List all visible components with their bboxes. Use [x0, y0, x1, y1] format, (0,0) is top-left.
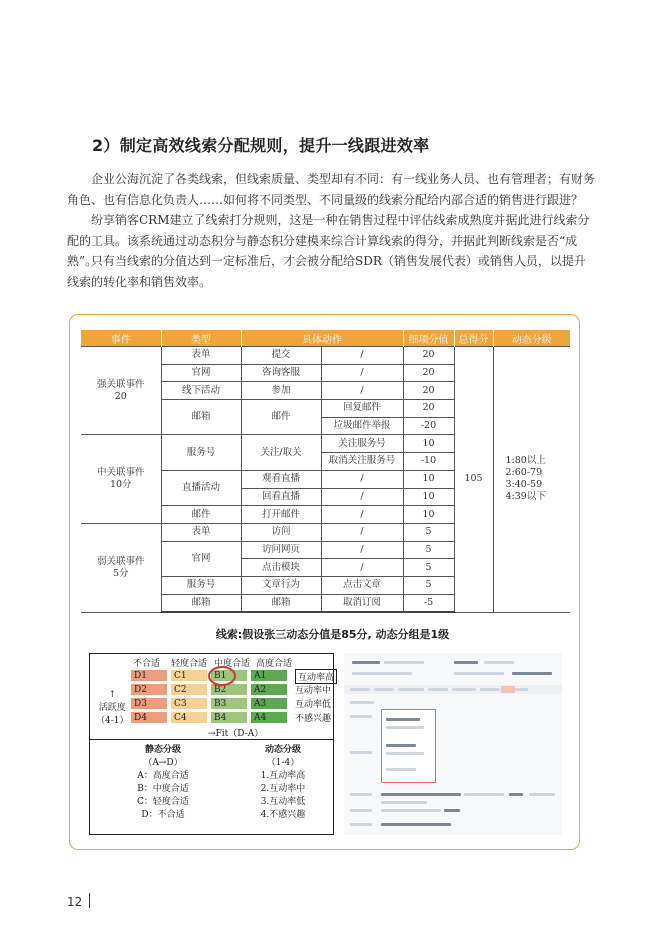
- static-grade-item: A：高度合适: [137, 771, 189, 781]
- matrix-cell: A2: [250, 683, 288, 696]
- dynamic-grade-legend: [238, 744, 328, 822]
- static-grade-sub: （A→D）: [143, 758, 183, 768]
- matrix-cell: B2: [210, 683, 248, 696]
- value-cell: 10: [403, 470, 454, 488]
- type-cell: 表单: [161, 347, 241, 365]
- value-cell: 20: [403, 382, 454, 400]
- dynamic-grade-item: 2.互动率中: [260, 784, 306, 794]
- figure-caption: 线索:假设张三动态分值是85分, 动态分组是1级: [215, 628, 450, 641]
- dynamic-grade-item: 1.互动率高: [260, 771, 306, 781]
- matrix-x-label: →Fit（D-A）: [208, 729, 264, 739]
- table-header-row: [81, 330, 570, 347]
- matrix-cell: B1: [210, 669, 248, 682]
- type-cell: 官网: [161, 364, 241, 382]
- event-name: 弱关联事件: [96, 555, 145, 567]
- action-cell: 提交: [241, 347, 321, 365]
- up-arrow-icon: ↑: [108, 690, 117, 700]
- matrix-cell: D3: [130, 697, 168, 710]
- detail-cell: 取消关注服务号: [321, 453, 403, 471]
- dynamic-grade-item: 3.互动率低: [260, 797, 306, 807]
- static-grade-item: B：中度合适: [137, 784, 189, 794]
- type-cell: 邮件: [161, 506, 241, 524]
- highlight-box: [381, 709, 436, 783]
- action-cell: 邮件: [241, 400, 321, 435]
- header-cell: 类型: [161, 330, 241, 347]
- matrix-col-header: 不合适: [133, 659, 161, 669]
- detail-cell: 关注服务号: [321, 435, 403, 453]
- tier-item: 2:60-79: [505, 467, 543, 479]
- action-cell: 访问: [241, 523, 321, 541]
- static-grade-item: C：轻度合适: [137, 797, 189, 807]
- value-cell: 5: [403, 541, 454, 559]
- matrix-cell: D4: [130, 711, 168, 724]
- value-cell: 5: [403, 559, 454, 577]
- header-cell: 总得分: [454, 330, 493, 347]
- detail-cell: /: [321, 488, 403, 506]
- paragraph-2: 纷享销客CRM建立了线索打分规则，这是一种在销售过程中评估线索成熟度并据此进行线索分配的工具。该系统通过动态积分与静态积分建模来综合计算线索的得分，并据此判断线索是否“成熟”。: [67, 213, 590, 269]
- page-heading: 2）制定高效线索分配规则，提升一线跟进效率: [92, 136, 430, 155]
- detail-cell: /: [321, 382, 403, 400]
- highlight-ring: [208, 666, 236, 686]
- paragraph-1: 企业公海沉淀了各类线索，但线索质量、类型却有不同：有一线业务人员、也有管理者；有财务角色、也有信息化负责人……如何将不同类型、不同量级的线索分配给内部合适的销售进行跟进？: [67, 172, 596, 207]
- value-cell: 20: [403, 400, 454, 418]
- header-cell: 具体动作: [241, 330, 403, 347]
- value-cell: 20: [403, 364, 454, 382]
- event-group-cell: [81, 347, 161, 435]
- action-cell: 邮箱: [241, 594, 321, 612]
- type-cell: 官网: [161, 541, 241, 576]
- matrix-y-sub: （4-1）: [96, 716, 129, 726]
- page-number: 12: [67, 895, 83, 909]
- detail-cell: /: [321, 559, 403, 577]
- dynamic-grade-title: 动态分级: [264, 745, 301, 755]
- value-cell: -20: [403, 417, 454, 435]
- value-cell: 10: [403, 435, 454, 453]
- dynamic-grade-item: 4.不感兴趣: [260, 810, 306, 820]
- matrix-y-axis: [96, 689, 129, 728]
- lead-score-table: [81, 330, 570, 613]
- value-cell: 5: [403, 523, 454, 541]
- tier-item: 1:80以上: [505, 455, 546, 467]
- action-cell: 参加: [241, 382, 321, 400]
- tier-item: 4:39以下: [505, 491, 546, 503]
- type-cell: 线下活动: [161, 382, 241, 400]
- table-row: [81, 347, 570, 365]
- matrix-col-header: 轻度合适: [171, 659, 208, 669]
- type-cell: 服务号: [161, 435, 241, 470]
- detail-cell: 垃圾邮件举报: [321, 417, 403, 435]
- detail-cell: /: [321, 347, 403, 365]
- matrix-cell: C2: [170, 683, 208, 696]
- matrix-cell: C3: [170, 697, 208, 710]
- value-cell: -10: [403, 453, 454, 471]
- matrix-cell: C1: [170, 669, 208, 682]
- matrix-cell: B4: [210, 711, 248, 724]
- detail-cell: /: [321, 470, 403, 488]
- matrix-row-label: 不感兴趣: [295, 714, 332, 724]
- detail-cell: /: [321, 523, 403, 541]
- type-cell: 表单: [161, 523, 241, 541]
- dynamic-grade-sub: （1-4）: [266, 758, 300, 768]
- static-grade-item: D：不合适: [141, 810, 185, 820]
- header-cell: 细项分值: [403, 330, 454, 347]
- matrix-y-label: 活跃度: [98, 703, 126, 713]
- action-cell: 回看直播: [241, 488, 321, 506]
- type-cell: 邮箱: [161, 400, 241, 435]
- detail-cell: 回复邮件: [321, 400, 403, 418]
- matrix-cell: D1: [130, 669, 168, 682]
- crm-screenshot-image: [344, 653, 562, 835]
- type-cell: 服务号: [161, 576, 241, 594]
- event-score: 10分: [109, 479, 132, 491]
- detail-cell: 取消订阅: [321, 594, 403, 612]
- event-score: 5分: [112, 567, 129, 579]
- value-cell: 10: [403, 506, 454, 524]
- matrix-divider: [90, 739, 333, 740]
- matrix-row-label: 互动率低: [295, 700, 332, 710]
- lead-grade-matrix: [89, 653, 334, 835]
- type-cell: 直播活动: [161, 470, 241, 505]
- static-grade-title: 静态分级: [144, 745, 181, 755]
- matrix-row-label: 互动率高: [295, 669, 337, 684]
- matrix-row-label: 互动率中: [295, 686, 332, 696]
- value-cell: 5: [403, 576, 454, 594]
- matrix-col-header: 中度合适: [214, 659, 251, 669]
- event-name: 中关联事件: [96, 467, 145, 479]
- matrix-cell: C4: [170, 711, 208, 724]
- page-number-divider: [89, 893, 90, 908]
- detail-cell: /: [321, 541, 403, 559]
- header-cell: 动态分级: [493, 330, 570, 347]
- matrix-cell: A3: [250, 697, 288, 710]
- value-cell: 20: [403, 347, 454, 365]
- matrix-col-header: 高度合适: [256, 659, 293, 669]
- action-cell: 点击模块: [241, 559, 321, 577]
- action-cell: 访问网页: [241, 541, 321, 559]
- action-cell: 咨询客服: [241, 364, 321, 382]
- header-cell: 事件: [81, 330, 161, 347]
- matrix-cell: B3: [210, 697, 248, 710]
- action-cell: 关注/取关: [241, 435, 321, 470]
- paragraph-3: 只有当线索的分值达到一定标准后，才会被分配给SDR（销售发展代表）或销售人员，以提升线索的转化率和销售效率。: [67, 254, 586, 289]
- event-group-cell: [81, 435, 161, 523]
- matrix-cell: D2: [130, 683, 168, 696]
- matrix-cell: A4: [250, 711, 288, 724]
- total-score-cell: 105: [454, 347, 493, 613]
- detail-cell: /: [321, 364, 403, 382]
- event-group-cell: [81, 523, 161, 612]
- action-cell: 观看直播: [241, 470, 321, 488]
- tier-item: 3:40-59: [505, 479, 543, 491]
- matrix-cell: A1: [250, 669, 288, 682]
- action-cell: 文章行为: [241, 576, 321, 594]
- type-cell: 邮箱: [161, 594, 241, 612]
- event-score: 20: [114, 390, 127, 402]
- value-cell: -5: [403, 594, 454, 612]
- detail-cell: /: [321, 506, 403, 524]
- event-name: 强关联事件: [96, 378, 145, 390]
- static-grade-legend: [118, 744, 208, 822]
- action-cell: 打开邮件: [241, 506, 321, 524]
- value-cell: 10: [403, 488, 454, 506]
- dynamic-tier-cell: [493, 347, 570, 613]
- detail-cell: 点击文章: [321, 576, 403, 594]
